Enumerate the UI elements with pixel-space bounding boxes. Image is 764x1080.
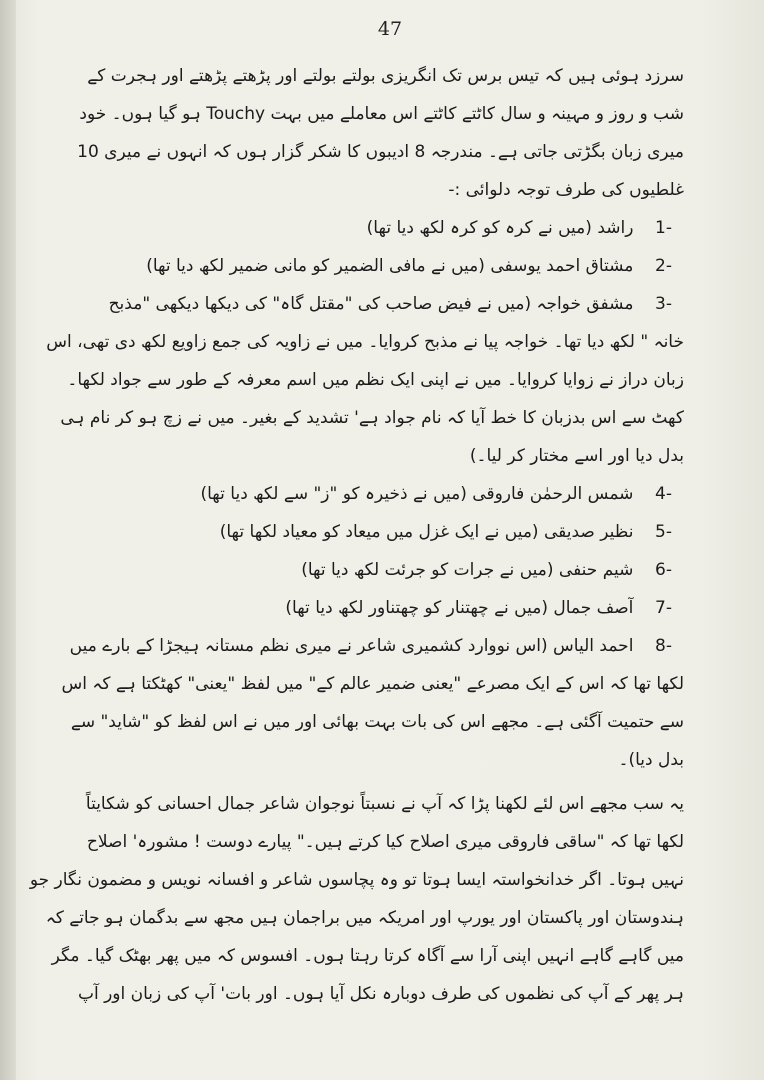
paragraph-line: شب و روز و مہینہ و سال کاٹتے کاٹتے اس معاملے میں بہت Touchy ہو گیا ہوں۔ خود — [79, 104, 684, 124]
paragraph-line: میری زبان بگڑتی جاتی ہے۔ مندرجہ 8 ادیبوں کا شکر گزار ہوں کہ انہوں نے میری 10 — [77, 142, 684, 162]
paragraph-line: نہیں ہوتا۔ اگر خدانخواستہ ایسا ہوتا تو وہ پچاسوں شاعر و افسانہ نویس و مضمون نگار جو — [29, 870, 684, 890]
list-item-continuation: بدل دیا اور اسے مختار کر لیا۔) — [469, 446, 684, 466]
list-item-continuation: زبان دراز نے زوایا کروایا۔ میں نے اپنی ایک نظم میں اسم معرفہ کے طور سے جواد لکھا۔ — [67, 370, 684, 390]
list-item — [301, 552, 672, 588]
list-item-number: 5- — [655, 522, 672, 542]
list-item-text: شمس الرحمٰن فاروقی (میں نے ذخیرہ کو "ز" سے لکھ دیا تھا) — [200, 484, 634, 504]
list-item-number: 7- — [655, 598, 672, 618]
list-item-continuation: کھٹ سے اس بدزبان کا خط آیا کہ نام جواد ہے' تشدید کے بغیر۔ میں نے زچ ہو کر نام ہی — [60, 408, 684, 428]
list-item-number: 6- — [655, 560, 672, 580]
list-item-text: احمد الیاس (اس نووارد کشمیری شاعر نے میری نظم مستانہ ہیجڑا کے بارے میں — [69, 636, 634, 656]
page-number: 47 — [377, 18, 403, 40]
list-item-number: 3- — [655, 294, 672, 314]
paragraph-line: غلطیوں کی طرف توجہ دلوائی :- — [448, 180, 684, 200]
list-item — [146, 248, 672, 284]
list-item — [92, 286, 672, 322]
paragraph-line: سرزد ہوئی ہیں کہ تیس برس تک انگریزی بولتے بولتے اور پڑھتے پڑھتے اور ہجرت کے — [87, 66, 684, 86]
list-item-continuation: خانہ " لکھ دیا تھا۔ خواجہ پیا نے مذبح کروایا۔ میں نے زاویہ کی جمع زاویع لکھ دی تھی، اس — [46, 332, 684, 352]
paragraph-line: ہر پھر کے آپ کی نظموں کی طرف دوبارہ نکل آیا ہوں۔ اور بات' آپ کی زبان اور آپ — [77, 984, 684, 1004]
list-item — [69, 628, 672, 664]
list-item-text: شیم حنفی (میں نے جرات کو جرئت لکھ دیا تھا) — [301, 560, 634, 580]
list-item — [220, 514, 672, 550]
paragraph-line: ہندوستان اور پاکستان اور یورپ اور امریکہ میں براجمان ہیں مجھ سے بدگمان ہو جاتے کہ — [45, 908, 684, 928]
list-item — [285, 590, 672, 626]
list-item-text: راشد (میں نے کرہ کو کرہ لکھ دیا تھا) — [366, 218, 634, 238]
list-item-text: مشتاق احمد یوسفی (میں نے مافی الضمیر کو مانی ضمیر لکھ دیا تھا) — [146, 256, 634, 276]
list-item — [367, 210, 672, 246]
paragraph-line: میں گاہے گاہے انہیں اپنی آرا سے آگاہ کرتا رہتا ہوں۔ افسوس کہ میں پھر بھٹک گیا۔ مگر — [51, 946, 684, 966]
book-gutter-shadow — [0, 0, 16, 1080]
list-item — [201, 476, 673, 512]
paragraph-line: یہ سب مجھے اس لئے لکھنا پڑا کہ آپ نے نسبتاً نوجوان شاعر جمال احسانی کو شکایتاً — [85, 794, 684, 814]
list-item-number: 1- — [655, 218, 672, 238]
list-item-number: 2- — [655, 256, 672, 276]
list-item-text: آصف جمال (میں نے چھتنار کو چھتناور لکھ دیا تھا) — [285, 598, 634, 618]
paragraph-line: لکھا تھا کہ "ساقی فاروقی میری اصلاح کیا کرتے ہیں۔" پیارے دوست ! مشورہ' اصلاح — [86, 832, 684, 852]
list-item-continuation: لکھا تھا کہ اس کے ایک مصرعے "یعنی ضمیر عالم کے" میں لفظ "یعنی" کھٹکتا ہے کہ اس — [61, 674, 684, 694]
list-item-number: 4- — [655, 484, 672, 504]
list-item-number: 8- — [655, 636, 672, 656]
list-item-text: نظیر صدیقی (میں نے ایک غزل میں میعاد کو معیاد لکھا تھا) — [219, 522, 634, 542]
list-item-text: مشفق خواجہ (میں نے فیض صاحب کی "مقتل گاہ" کی دیکھا دیکھی "مذبح — [108, 294, 634, 314]
list-item-continuation: سے حتمیت آگئی ہے۔ مجھے اس کی بات بہت بھائی اور میں نے اس لفظ کو "شاید" سے — [70, 712, 684, 732]
list-item-continuation: بدل دیا)۔ — [618, 750, 684, 770]
